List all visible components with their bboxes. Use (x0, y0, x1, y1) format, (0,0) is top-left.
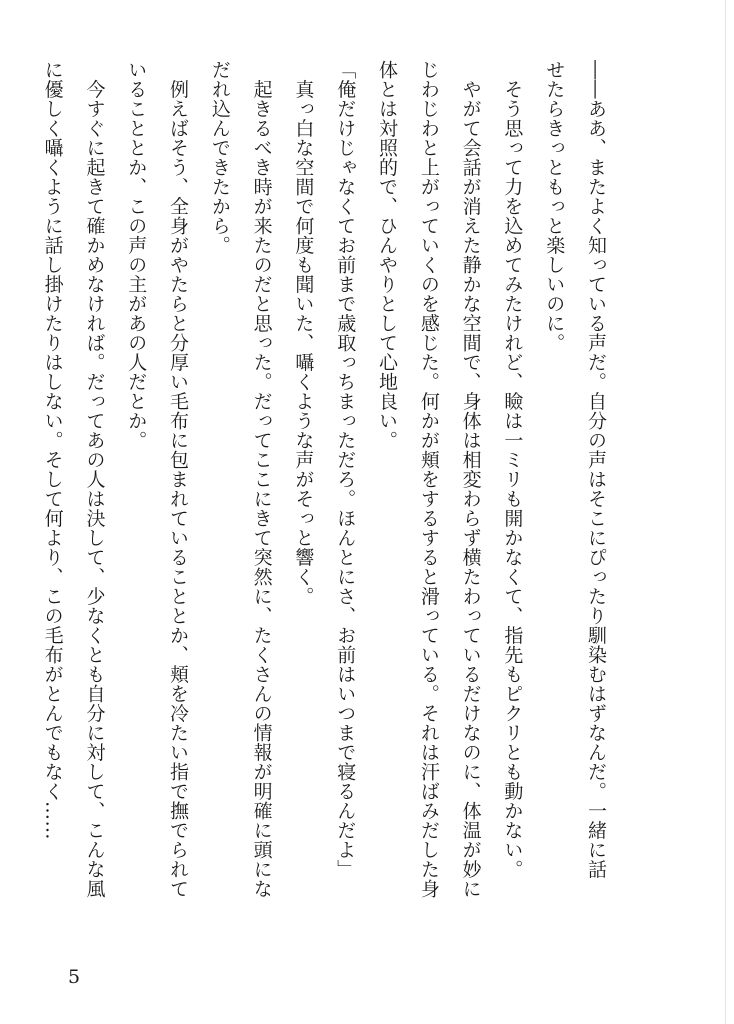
page-number: 5 (68, 966, 81, 988)
text-line: 体とは対照的で、ひんやりとして心地良い。 (376, 60, 399, 450)
text-line: 「俺だけじゃなくてお前まで歳取っちまっただろ。ほんとにさ、お前はいつまで寝るんだよ」 (334, 60, 357, 879)
text-line: 起きるべき時が来たのだと思った。だってここにきて突然に、たくさんの情報が明確に頭にな (250, 60, 273, 899)
text-line: いることとか、この声の主があの人だとか。 (125, 60, 148, 450)
text-line: 真っ白な空間で何度も聞いた、囁くような声がそっと響く。 (292, 60, 315, 606)
text-line: そう思って力を込めてみたけれど、瞼は一ミリも開かなくて、指先もピクリとも動かない。 (501, 60, 524, 879)
text-line: 例えばそう、全身がやたらと分厚い毛布に包まれていることとか、頬を冷たい指で撫でられて (167, 60, 190, 899)
text-line: ――ああ、またよく知っている声だ。自分の声はそこにぴったり馴染むはずなんだ。一緒に話 (585, 60, 607, 879)
vertical-body-text (41, 60, 616, 950)
text-line: じわじわと上がっていくのを感じた。何かが頬をするすると滑っている。それは汗ばみだした身 (417, 60, 440, 899)
text-line: に優しく囁くように話し掛けたりはしない。そして何より、この毛布がとんでもなく…… (41, 60, 64, 840)
text-line: せたらきっともっと楽しいのに。 (543, 60, 566, 353)
page-edge-divider (725, 0, 726, 1024)
text-line: だれ込んできたから。 (208, 60, 231, 255)
text-line: やがて会話が消えた静かな空間で、身体は相変わらず横たわっているだけなのに、体温が妙に (459, 60, 482, 899)
text-line: 今すぐに起きて確かめなければ。だってあの人は決して、少なくとも自分に対して、こんな風 (83, 60, 106, 899)
